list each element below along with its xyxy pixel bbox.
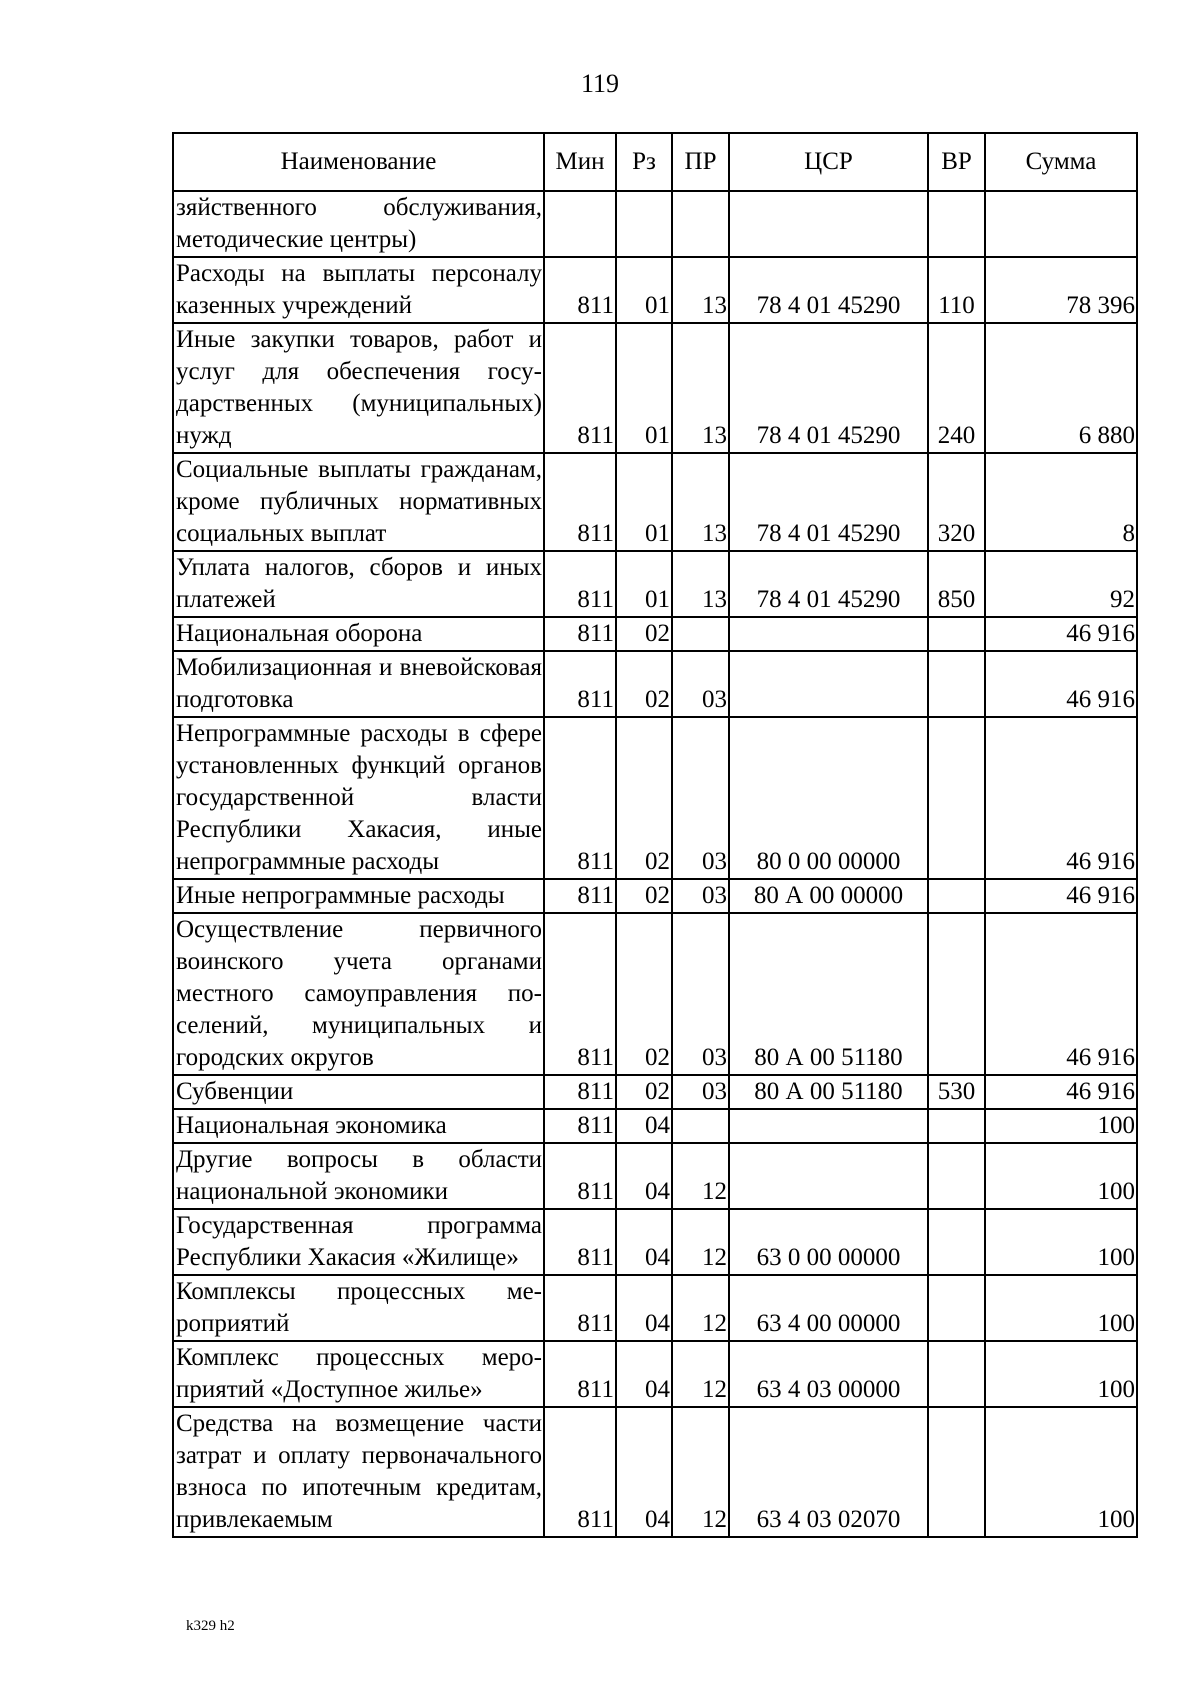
table-row — [173, 1109, 1137, 1143]
cell-csr: 78 4 01 45290 — [729, 323, 928, 453]
cell-pr: 03 — [672, 1075, 729, 1109]
header-pr: ПР — [672, 133, 729, 191]
cell-csr: 80 А 00 51180 — [729, 913, 928, 1075]
cell-sum: 100 — [985, 1341, 1137, 1407]
cell-rz: 02 — [616, 913, 672, 1075]
table-row — [173, 551, 1137, 617]
cell-min: 811 — [544, 1209, 616, 1275]
cell-vr — [928, 1275, 985, 1341]
cell-csr — [729, 191, 928, 257]
table-row — [173, 257, 1137, 323]
cell-sum: 100 — [985, 1275, 1137, 1341]
cell-min — [544, 191, 616, 257]
cell-pr — [672, 191, 729, 257]
cell-min: 811 — [544, 257, 616, 323]
cell-rz: 02 — [616, 717, 672, 879]
cell-name: Непрограммные расходы в сфере установленных функций органов государственной власти Республики Хакасия, иные непрограммные расходы — [173, 717, 544, 879]
cell-sum: 46 916 — [985, 651, 1137, 717]
cell-min: 811 — [544, 1109, 616, 1143]
cell-vr: 110 — [928, 257, 985, 323]
cell-csr: 63 0 00 00000 — [729, 1209, 928, 1275]
cell-vr — [928, 717, 985, 879]
cell-csr — [729, 617, 928, 651]
cell-sum: 46 916 — [985, 617, 1137, 651]
cell-rz: 02 — [616, 617, 672, 651]
page-number: 119 — [580, 69, 620, 98]
cell-pr: 03 — [672, 717, 729, 879]
cell-csr: 63 4 03 02070 — [729, 1407, 928, 1537]
cell-pr: 13 — [672, 257, 729, 323]
cell-name: Государственная программа Республики Хакасия «Жилище» — [173, 1209, 544, 1275]
cell-name: Иные непрограммные расходы — [173, 879, 544, 913]
cell-pr: 03 — [672, 651, 729, 717]
cell-min: 811 — [544, 717, 616, 879]
cell-vr — [928, 1209, 985, 1275]
table-row — [173, 1143, 1137, 1209]
cell-sum: 6 880 — [985, 323, 1137, 453]
table-row — [173, 913, 1137, 1075]
table-row — [173, 879, 1137, 913]
cell-csr: 78 4 01 45290 — [729, 453, 928, 551]
cell-name: Социальные выплаты гражданам, кроме публичных нормативных социальных выплат — [173, 453, 544, 551]
cell-pr: 12 — [672, 1407, 729, 1537]
cell-sum: 100 — [985, 1209, 1137, 1275]
cell-name: Иные закупки товаров, работ и услуг для обеспечения государственных (муниципальных) нужд — [173, 323, 544, 453]
footer-code: k329 h2 — [186, 1618, 235, 1634]
cell-pr: 13 — [672, 551, 729, 617]
cell-sum: 46 916 — [985, 717, 1137, 879]
table-body — [173, 191, 1137, 1537]
cell-rz: 04 — [616, 1407, 672, 1537]
cell-min: 811 — [544, 617, 616, 651]
table-row — [173, 453, 1137, 551]
header-name: Наименование — [173, 133, 544, 191]
cell-rz: 04 — [616, 1143, 672, 1209]
cell-rz: 04 — [616, 1209, 672, 1275]
cell-name: Уплата налогов, сборов и иных платежей — [173, 551, 544, 617]
header-rz: Рз — [616, 133, 672, 191]
cell-pr: 12 — [672, 1341, 729, 1407]
table-header-row — [173, 133, 1137, 191]
table-row — [173, 191, 1137, 257]
cell-name: Субвенции — [173, 1075, 544, 1109]
cell-name: Другие вопросы в области национальной экономики — [173, 1143, 544, 1209]
cell-pr — [672, 1109, 729, 1143]
cell-rz: 02 — [616, 1075, 672, 1109]
cell-min: 811 — [544, 1075, 616, 1109]
table-row — [173, 651, 1137, 717]
cell-sum: 78 396 — [985, 257, 1137, 323]
cell-name: Расходы на выплаты персоналу казенных учреждений — [173, 257, 544, 323]
cell-min: 811 — [544, 1143, 616, 1209]
cell-rz: 02 — [616, 879, 672, 913]
table-row — [173, 323, 1137, 453]
table-row — [173, 717, 1137, 879]
table-row — [173, 1209, 1137, 1275]
cell-csr: 80 А 00 00000 — [729, 879, 928, 913]
cell-vr — [928, 1341, 985, 1407]
cell-pr: 13 — [672, 453, 729, 551]
cell-rz — [616, 191, 672, 257]
cell-pr: 03 — [672, 879, 729, 913]
cell-sum: 100 — [985, 1143, 1137, 1209]
cell-csr: 80 А 00 51180 — [729, 1075, 928, 1109]
cell-sum — [985, 191, 1137, 257]
cell-name: Национальная оборона — [173, 617, 544, 651]
cell-min: 811 — [544, 1407, 616, 1537]
cell-csr: 78 4 01 45290 — [729, 257, 928, 323]
cell-rz: 01 — [616, 257, 672, 323]
cell-rz: 04 — [616, 1109, 672, 1143]
cell-pr: 12 — [672, 1209, 729, 1275]
cell-sum: 100 — [985, 1109, 1137, 1143]
cell-pr — [672, 617, 729, 651]
cell-vr — [928, 1143, 985, 1209]
cell-rz: 02 — [616, 651, 672, 717]
cell-rz: 01 — [616, 551, 672, 617]
cell-csr: 78 4 01 45290 — [729, 551, 928, 617]
header-csr: ЦСР — [729, 133, 928, 191]
table-row — [173, 1341, 1137, 1407]
cell-vr — [928, 191, 985, 257]
cell-vr: 240 — [928, 323, 985, 453]
cell-vr — [928, 1109, 985, 1143]
cell-csr: 63 4 03 00000 — [729, 1341, 928, 1407]
cell-rz: 04 — [616, 1275, 672, 1341]
cell-vr — [928, 651, 985, 717]
cell-pr: 13 — [672, 323, 729, 453]
cell-pr: 12 — [672, 1275, 729, 1341]
cell-csr: 63 4 00 00000 — [729, 1275, 928, 1341]
cell-pr: 03 — [672, 913, 729, 1075]
cell-min: 811 — [544, 913, 616, 1075]
table-row — [173, 1275, 1137, 1341]
cell-name: Комплекс процессных мероприятий «Доступное жилье» — [173, 1341, 544, 1407]
cell-min: 811 — [544, 879, 616, 913]
cell-vr — [928, 1407, 985, 1537]
cell-name: Мобилизационная и вневойсковая подготовка — [173, 651, 544, 717]
cell-csr — [729, 651, 928, 717]
budget-table — [172, 132, 1138, 1538]
table-row — [173, 1407, 1137, 1537]
cell-vr: 530 — [928, 1075, 985, 1109]
cell-sum: 8 — [985, 453, 1137, 551]
cell-vr: 850 — [928, 551, 985, 617]
cell-min: 811 — [544, 551, 616, 617]
cell-min: 811 — [544, 453, 616, 551]
header-vr: ВР — [928, 133, 985, 191]
cell-pr: 12 — [672, 1143, 729, 1209]
cell-sum: 100 — [985, 1407, 1137, 1537]
cell-sum: 46 916 — [985, 1075, 1137, 1109]
cell-rz: 01 — [616, 323, 672, 453]
cell-sum: 46 916 — [985, 913, 1137, 1075]
cell-min: 811 — [544, 1341, 616, 1407]
cell-vr — [928, 879, 985, 913]
cell-min: 811 — [544, 651, 616, 717]
cell-name: Национальная экономика — [173, 1109, 544, 1143]
header-min: Мин — [544, 133, 616, 191]
cell-vr: 320 — [928, 453, 985, 551]
cell-csr — [729, 1109, 928, 1143]
cell-sum: 46 916 — [985, 879, 1137, 913]
header-sum: Сумма — [985, 133, 1137, 191]
cell-name: Комплексы процессных мероприятий — [173, 1275, 544, 1341]
cell-rz: 04 — [616, 1341, 672, 1407]
cell-sum: 92 — [985, 551, 1137, 617]
cell-vr — [928, 617, 985, 651]
cell-name: Средства на возмещение части затрат и оплату первоначального взноса по ипотечным кредитам, привлекаемым — [173, 1407, 544, 1537]
cell-min: 811 — [544, 1275, 616, 1341]
cell-name: Осуществление первичного воинского учета органами местного самоуправления поселений, муниципальных и городских округов — [173, 913, 544, 1075]
cell-vr — [928, 913, 985, 1075]
cell-min: 811 — [544, 323, 616, 453]
cell-name: зяйственного обслуживания, методические центры) — [173, 191, 544, 257]
cell-rz: 01 — [616, 453, 672, 551]
table-row — [173, 617, 1137, 651]
cell-csr: 80 0 00 00000 — [729, 717, 928, 879]
table-row — [173, 1075, 1137, 1109]
cell-csr — [729, 1143, 928, 1209]
